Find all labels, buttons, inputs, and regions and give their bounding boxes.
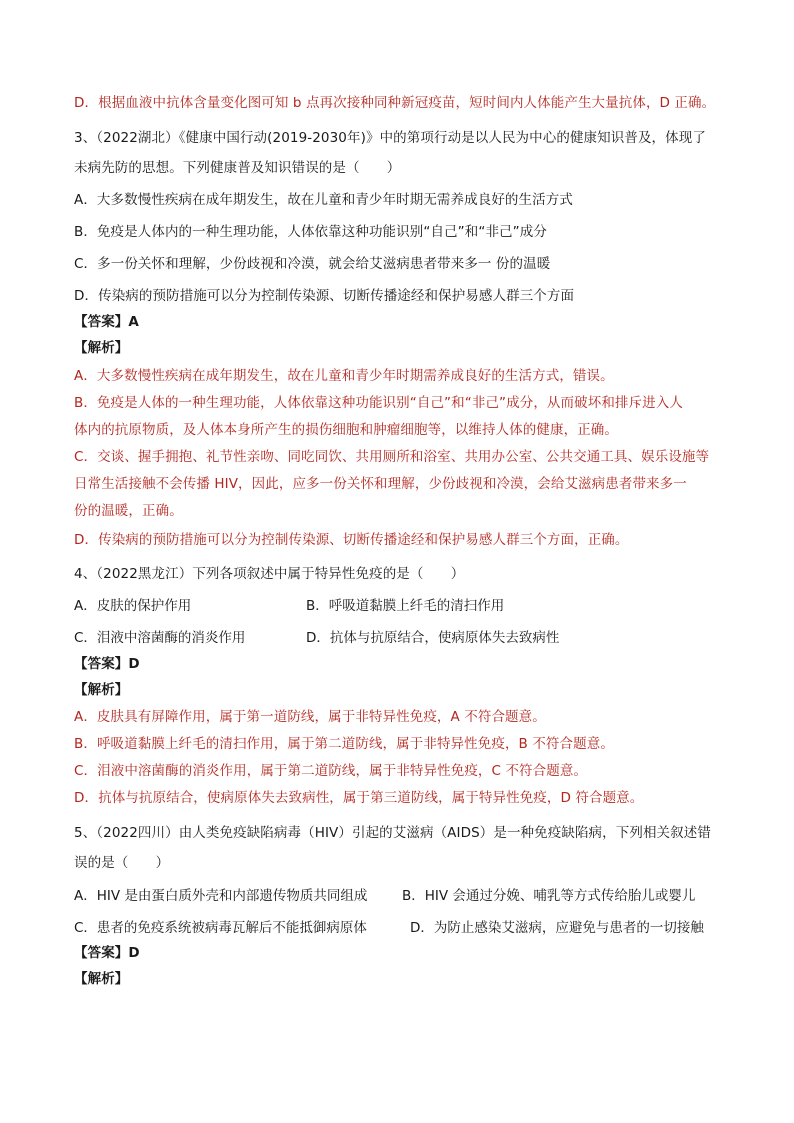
q4-analysis-c: C．泪液中溶菌酶的消炎作用，属于第二道防线，属于非特异性免疫，C 不符合题意。 bbox=[74, 763, 588, 779]
q4-analysis-d: D．抗体与抗原结合，使病原体失去致病性，属于第三道防线，属于特异性免疫，D 符合题意。 bbox=[74, 790, 644, 806]
q3-analysis-heading: 【解析】 bbox=[74, 340, 129, 356]
q4-option-a: A．皮肤的保护作用 bbox=[74, 598, 192, 614]
q4-answer: 【答案】D bbox=[74, 656, 140, 672]
q3-analysis-c-cont: 日常生活接触不会传播 HIV，因此，应多一份关怀和理解，少份歧视和冷漠，会给艾滋病患者带来多一 bbox=[74, 476, 687, 492]
q3-analysis-c: C．交谈、握手拥抱、礼节性亲吻、同吃同饮、共用厕所和浴室、共用办公室、公共交通工具、娱乐设施等 bbox=[74, 449, 710, 465]
q3-option-d: D．传染病的预防措施可以分为控制传染源、切断传播途经和保护易感人群三个方面 bbox=[74, 288, 575, 304]
q2-option-d-analysis: D．根据血液中抗体含量变化图可知 b 点再次接种同种新冠疫苗，短时间内人体能产生大量抗体，D 正确。 bbox=[74, 95, 716, 111]
q5-stem-cont: 误的是（ ） bbox=[74, 855, 170, 871]
q4-analysis-a: A．皮肤具有屏障作用，属于第一道防线，属于非特异性免疫，A 不符合题意。 bbox=[74, 709, 546, 725]
q3-analysis-b: B．免疫是人体的一种生理功能，人体依靠这种功能识别“自己”和“非己”成分，从而破坏和排斥进入人 bbox=[74, 395, 683, 411]
q4-analysis-heading: 【解析】 bbox=[74, 682, 129, 698]
q3-stem-cont: 未病先防的思想。下列健康普及知识错误的是（ ） bbox=[74, 160, 401, 176]
q3-option-c: C．多一份关怀和理解，少份歧视和冷漠，就会给艾滋病患者带来多一 份的温暖 bbox=[74, 256, 551, 272]
q5-option-a: A．HIV 是由蛋白质外壳和内部遗传物质共同组成 bbox=[74, 888, 368, 904]
q3-option-b: B．免疫是人体内的一种生理功能，人体依靠这种功能识别“自己”和“非己”成分 bbox=[74, 224, 547, 240]
q5-option-c: C．患者的免疫系统被病毒瓦解后不能抵御病原体 bbox=[74, 920, 367, 936]
q3-analysis-b-cont: 体内的抗原物质，及人体本身所产生的损伤细胞和肿瘤细胞等，以维持人体的健康，正确。 bbox=[74, 422, 618, 438]
q3-analysis-c-end: 份的温暖，正确。 bbox=[74, 503, 183, 519]
q5-option-b: B．HIV 会通过分娩、哺乳等方式传给胎儿或婴儿 bbox=[402, 888, 696, 904]
q5-stem: 5、（2022四川）由人类免疫缺陷病毒（HIV）引起的艾滋病（AIDS）是一种免疫缺陷病，下列相关叙述错 bbox=[74, 825, 711, 841]
q3-answer: 【答案】A bbox=[74, 314, 139, 330]
q5-option-d: D．为防止感染艾滋病，应避免与患者的一切接触 bbox=[410, 920, 704, 936]
q5-answer: 【答案】D bbox=[74, 945, 140, 961]
q4-option-d: D．抗体与抗原结合，使病原体失去致病性 bbox=[306, 630, 560, 646]
q4-stem: 4、（2022黑龙江）下列各项叙述中属于特异性免疫的是（ ） bbox=[74, 566, 465, 582]
q4-analysis-b: B．呼吸道黏膜上纤毛的清扫作用，属于第二道防线，属于非特异性免疫，B 不符合题意。 bbox=[74, 736, 614, 752]
q3-stem: 3、（2022湖北）《健康中国行动(2019-2030年)》中的第项行动是以人民为中心的健康知识普及，体现了 bbox=[74, 130, 706, 146]
q3-analysis-a: A．大多数慢性疾病在成年期发生，故在儿童和青少年时期需养成良好的生活方式，错误。 bbox=[74, 368, 614, 384]
q3-analysis-d: D．传染病的预防措施可以分为控制传染源、切断传播途经和保护易感人群三个方面，正确。 bbox=[74, 532, 629, 548]
q5-analysis-heading: 【解析】 bbox=[74, 971, 129, 987]
q3-option-a: A．大多数慢性疾病在成年期发生，故在儿童和青少年时期无需养成良好的生活方式 bbox=[74, 192, 573, 208]
q4-option-c: C．泪液中溶菌酶的消炎作用 bbox=[74, 630, 246, 646]
q4-option-b: B．呼吸道黏膜上纤毛的清扫作用 bbox=[306, 598, 505, 614]
